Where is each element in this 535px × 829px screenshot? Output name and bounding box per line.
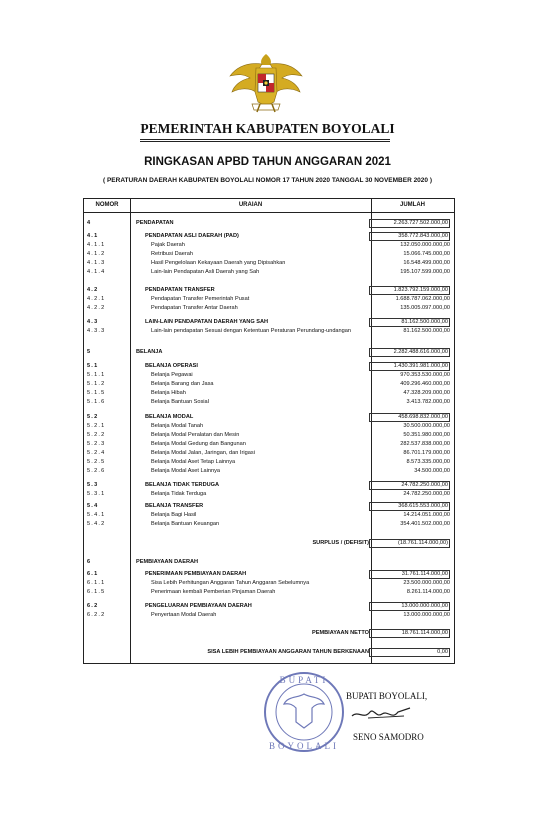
row-amount: 1.688.787.062.000,00 (395, 296, 450, 302)
row-code: 5.2.2 (87, 432, 106, 438)
table-row (84, 398, 454, 407)
row-amount: 0,00 (369, 648, 450, 657)
row-amount: 1.823.792.159.000,00 (369, 286, 450, 295)
row-description: BELANJA TRANSFER (145, 503, 204, 509)
row-code: 5.1.2 (87, 381, 106, 387)
table-row (84, 250, 454, 259)
row-code: 6.2 (87, 603, 99, 609)
table-row (84, 304, 454, 313)
table-row (84, 558, 454, 567)
row-amount: 409.296.460.000,00 (400, 381, 450, 387)
row-description: Belanja Modal Tanah (151, 423, 204, 429)
row-amount: (18.761.114.000,00) (369, 539, 450, 548)
row-description: PENDAPATAN ASLI DAERAH (PAD) (145, 233, 239, 239)
row-amount: 358.772.843.000,00 (369, 232, 450, 241)
row-code: 4 (87, 220, 92, 226)
table-row (84, 467, 454, 476)
row-description: SISA LEBIH PEMBIAYAAN ANGGARAN TAHUN BERKENAAN (207, 649, 369, 655)
table-row (84, 286, 454, 295)
row-description: SURPLUS / (DEFISIT) (312, 540, 369, 546)
row-code: 4.3 (87, 319, 99, 325)
svg-text:BOYOLALI: BOYOLALI (269, 741, 339, 751)
row-amount: 14.214.051.000,00 (403, 512, 450, 518)
row-description: BELANJA TIDAK TERDUGA (145, 482, 220, 488)
row-amount: 2.263.727.502.000,00 (369, 219, 450, 228)
row-description: Penyertaan Modal Daerah (151, 612, 217, 618)
table-row (84, 232, 454, 241)
table-row (84, 602, 454, 611)
table-row (84, 422, 454, 431)
table-row (84, 579, 454, 588)
row-description: Belanja Modal Gedung dan Bangunan (151, 441, 246, 447)
row-amount: 16.548.499.000,00 (403, 260, 450, 266)
row-code: 6.1.1 (87, 580, 106, 586)
row-code: 4.2.1 (87, 296, 106, 302)
row-code: 4.1 (87, 233, 99, 239)
table-row (84, 449, 454, 458)
table-row (84, 327, 454, 336)
row-amount: 24.782.250.000,00 (403, 491, 450, 497)
column-header-nomor: NOMOR (95, 202, 119, 208)
row-description: PEMBIAYAAN DAERAH (136, 559, 199, 565)
table-row (84, 490, 454, 499)
table-row (84, 431, 454, 440)
table-row (84, 241, 454, 250)
row-description: Lain-lain Pendapatan Asli Daerah yang Sah (151, 269, 260, 275)
row-description: Sisa Lebih Perhitungan Anggaran Tahun Anggaran Sebelumnya (151, 580, 310, 586)
row-description: Pajak Daerah (151, 242, 185, 248)
row-description: Pendapatan Transfer Antar Daerah (151, 305, 238, 311)
table-row (84, 539, 454, 548)
row-code: 5.4.2 (87, 521, 106, 527)
row-description: BELANJA (136, 349, 163, 355)
row-amount: 1.430.391.981.000,00 (369, 362, 450, 371)
row-amount: 81.162.500.000,00 (369, 318, 450, 327)
table-row (84, 219, 454, 228)
budget-table (83, 198, 455, 664)
row-amount: 86.701.179.000,00 (403, 450, 450, 456)
table-row (84, 413, 454, 422)
header-divider (84, 212, 454, 213)
row-description: Belanja Bantuan Keuangan (151, 521, 220, 527)
row-amount: 13.000.000.000,00 (369, 602, 450, 611)
row-amount: 13.000.000.000,00 (403, 612, 450, 618)
row-code: 5.2.5 (87, 459, 106, 465)
title-underline-2 (140, 141, 390, 142)
garuda-emblem-icon (226, 52, 306, 116)
row-amount: 354.401.502.000,00 (400, 521, 450, 527)
row-description: Belanja Modal Peralatan dan Mesin (151, 432, 240, 438)
government-title: PEMERINTAH KABUPATEN BOYOLALI (140, 121, 395, 136)
table-row (84, 348, 454, 357)
row-description: Belanja Bantuan Sosial (151, 399, 209, 405)
row-code: 5.1.5 (87, 390, 106, 396)
row-code: 5.1.6 (87, 399, 106, 405)
row-code: 5.2.4 (87, 450, 106, 456)
row-code: 5.4 (87, 503, 99, 509)
column-header-jumlah: JUMLAH (400, 202, 425, 208)
row-description: BELANJA MODAL (145, 414, 194, 420)
row-description: PEMBIAYAAN NETTO (312, 630, 369, 636)
row-description: Belanja Modal Aset Tetap Lainnya (151, 459, 236, 465)
row-code: 5.2.1 (87, 423, 106, 429)
row-amount: 34.500.000,00 (414, 468, 450, 474)
row-description: Belanja Modal Aset Lainnya (151, 468, 221, 474)
row-amount: 23.500.000.000,00 (403, 580, 450, 586)
row-amount: 8.573.335.000,00 (406, 459, 450, 465)
table-row (84, 268, 454, 277)
table-row (84, 611, 454, 620)
row-code: 5.2.6 (87, 468, 106, 474)
handwritten-signature (348, 700, 418, 726)
row-description: Belanja Barang dan Jasa (151, 381, 214, 387)
row-amount: 31.761.114.000,00 (369, 570, 450, 579)
row-code: 6.2.2 (87, 612, 106, 618)
table-row (84, 481, 454, 490)
row-code: 5.3 (87, 482, 99, 488)
table-row (84, 511, 454, 520)
table-row (84, 588, 454, 597)
document-subtitle: ( PERATURAN DAERAH KABUPATEN BOYOLALI NOMOR 17 TAHUN 2020 TANGGAL 30 NOVEMBER 2020 ) (102, 177, 432, 184)
row-code: 4.1.2 (87, 251, 106, 257)
row-code: 4.3.3 (87, 328, 106, 334)
row-description: BELANJA OPERASI (145, 363, 198, 369)
signatory-role: BUPATI BOYOLALI, (346, 691, 428, 701)
table-row (84, 629, 454, 638)
table-row (84, 570, 454, 579)
row-amount: 81.162.500.000,00 (403, 328, 450, 334)
row-description: PENERIMAAN PEMBIAYAAN DAERAH (145, 571, 247, 577)
row-amount: 2.282.488.616.000,00 (369, 348, 450, 357)
row-description: Retribusi Daerah (151, 251, 193, 257)
row-description: Hasil Pengelolaan Kekayaan Daerah yang Dipisahkan (151, 260, 286, 266)
row-amount: 15.066.745.000,00 (403, 251, 450, 257)
row-code: 5.2 (87, 414, 99, 420)
row-description: Belanja Bagi Hasil (151, 512, 197, 518)
row-amount: 282.537.838.000,00 (400, 441, 450, 447)
row-code: 5.2.3 (87, 441, 106, 447)
table-row (84, 259, 454, 268)
table-row (84, 502, 454, 511)
table-row (84, 520, 454, 529)
row-description: PENDAPATAN (136, 220, 174, 226)
row-description: Belanja Hibah (151, 390, 186, 396)
row-code: 5.3.1 (87, 491, 106, 497)
signatory-name: SENO SAMODRO (353, 732, 424, 742)
row-description: LAIN-LAIN PENDAPATAN DAERAH YANG SAH (145, 319, 269, 325)
row-code: 6.1 (87, 571, 99, 577)
row-amount: 18.761.114.000,00 (369, 629, 450, 638)
row-description: Belanja Tidak Terduga (151, 491, 207, 497)
row-amount: 195.107.599.000,00 (400, 269, 450, 275)
row-code: 4.1.1 (87, 242, 106, 248)
table-row (84, 389, 454, 398)
row-description: Pendapatan Transfer Pemerintah Pusat (151, 296, 250, 302)
row-amount: 135.005.097.000,00 (400, 305, 450, 311)
row-amount: 132.050.000.000,00 (400, 242, 450, 248)
row-code: 5 (87, 349, 92, 355)
row-amount: 970.353.530.000,00 (400, 372, 450, 378)
row-amount: 368.615.553.000,00 (369, 502, 450, 511)
column-header-uraian: URAIAN (238, 202, 263, 208)
row-description: PENGELUARAN PEMBIAYAAN DAERAH (145, 603, 252, 609)
row-code: 4.1.3 (87, 260, 106, 266)
title-underline (140, 139, 390, 140)
row-code: 4.2.2 (87, 305, 106, 311)
row-code: 4.1.4 (87, 269, 106, 275)
row-code: 6.1.5 (87, 589, 106, 595)
row-amount: 30.500.000.000,00 (403, 423, 450, 429)
table-row (84, 648, 454, 657)
row-description: PENDAPATAN TRANSFER (145, 287, 215, 293)
table-row (84, 371, 454, 380)
row-amount: 50.351.980.000,00 (403, 432, 450, 438)
row-code: 4.2 (87, 287, 99, 293)
row-code: 5.1.1 (87, 372, 106, 378)
row-amount: 8.261.114.000,00 (406, 589, 450, 595)
row-amount: 458.698.832.000,00 (369, 413, 450, 422)
row-code: 6 (87, 559, 92, 565)
row-description: Lain-lain pendapatan Sesuai dengan Ketentuan Peraturan Perundang-undangan (151, 328, 351, 334)
row-amount: 3.413.782.000,00 (406, 399, 450, 405)
svg-text:BUPATI: BUPATI (279, 675, 329, 685)
table-row (84, 295, 454, 304)
table-row (84, 318, 454, 327)
row-amount: 24.782.250.000,00 (369, 481, 450, 490)
row-code: 5.1 (87, 363, 99, 369)
row-description: Penerimaan kembali Pemberian Pinjaman Daerah (151, 589, 276, 595)
row-description: Belanja Modal Jalan, Jaringan, dan Irigasi (151, 450, 255, 456)
table-row (84, 458, 454, 467)
row-code: 5.4.1 (87, 512, 106, 518)
table-row (84, 440, 454, 449)
official-stamp (262, 670, 346, 754)
row-amount: 47.328.209.000,00 (403, 390, 450, 396)
table-row (84, 362, 454, 371)
row-description: Belanja Pegawai (151, 372, 193, 378)
table-row (84, 380, 454, 389)
document-title: RINGKASAN APBD TAHUN ANGGARAN 2021 (144, 156, 391, 168)
